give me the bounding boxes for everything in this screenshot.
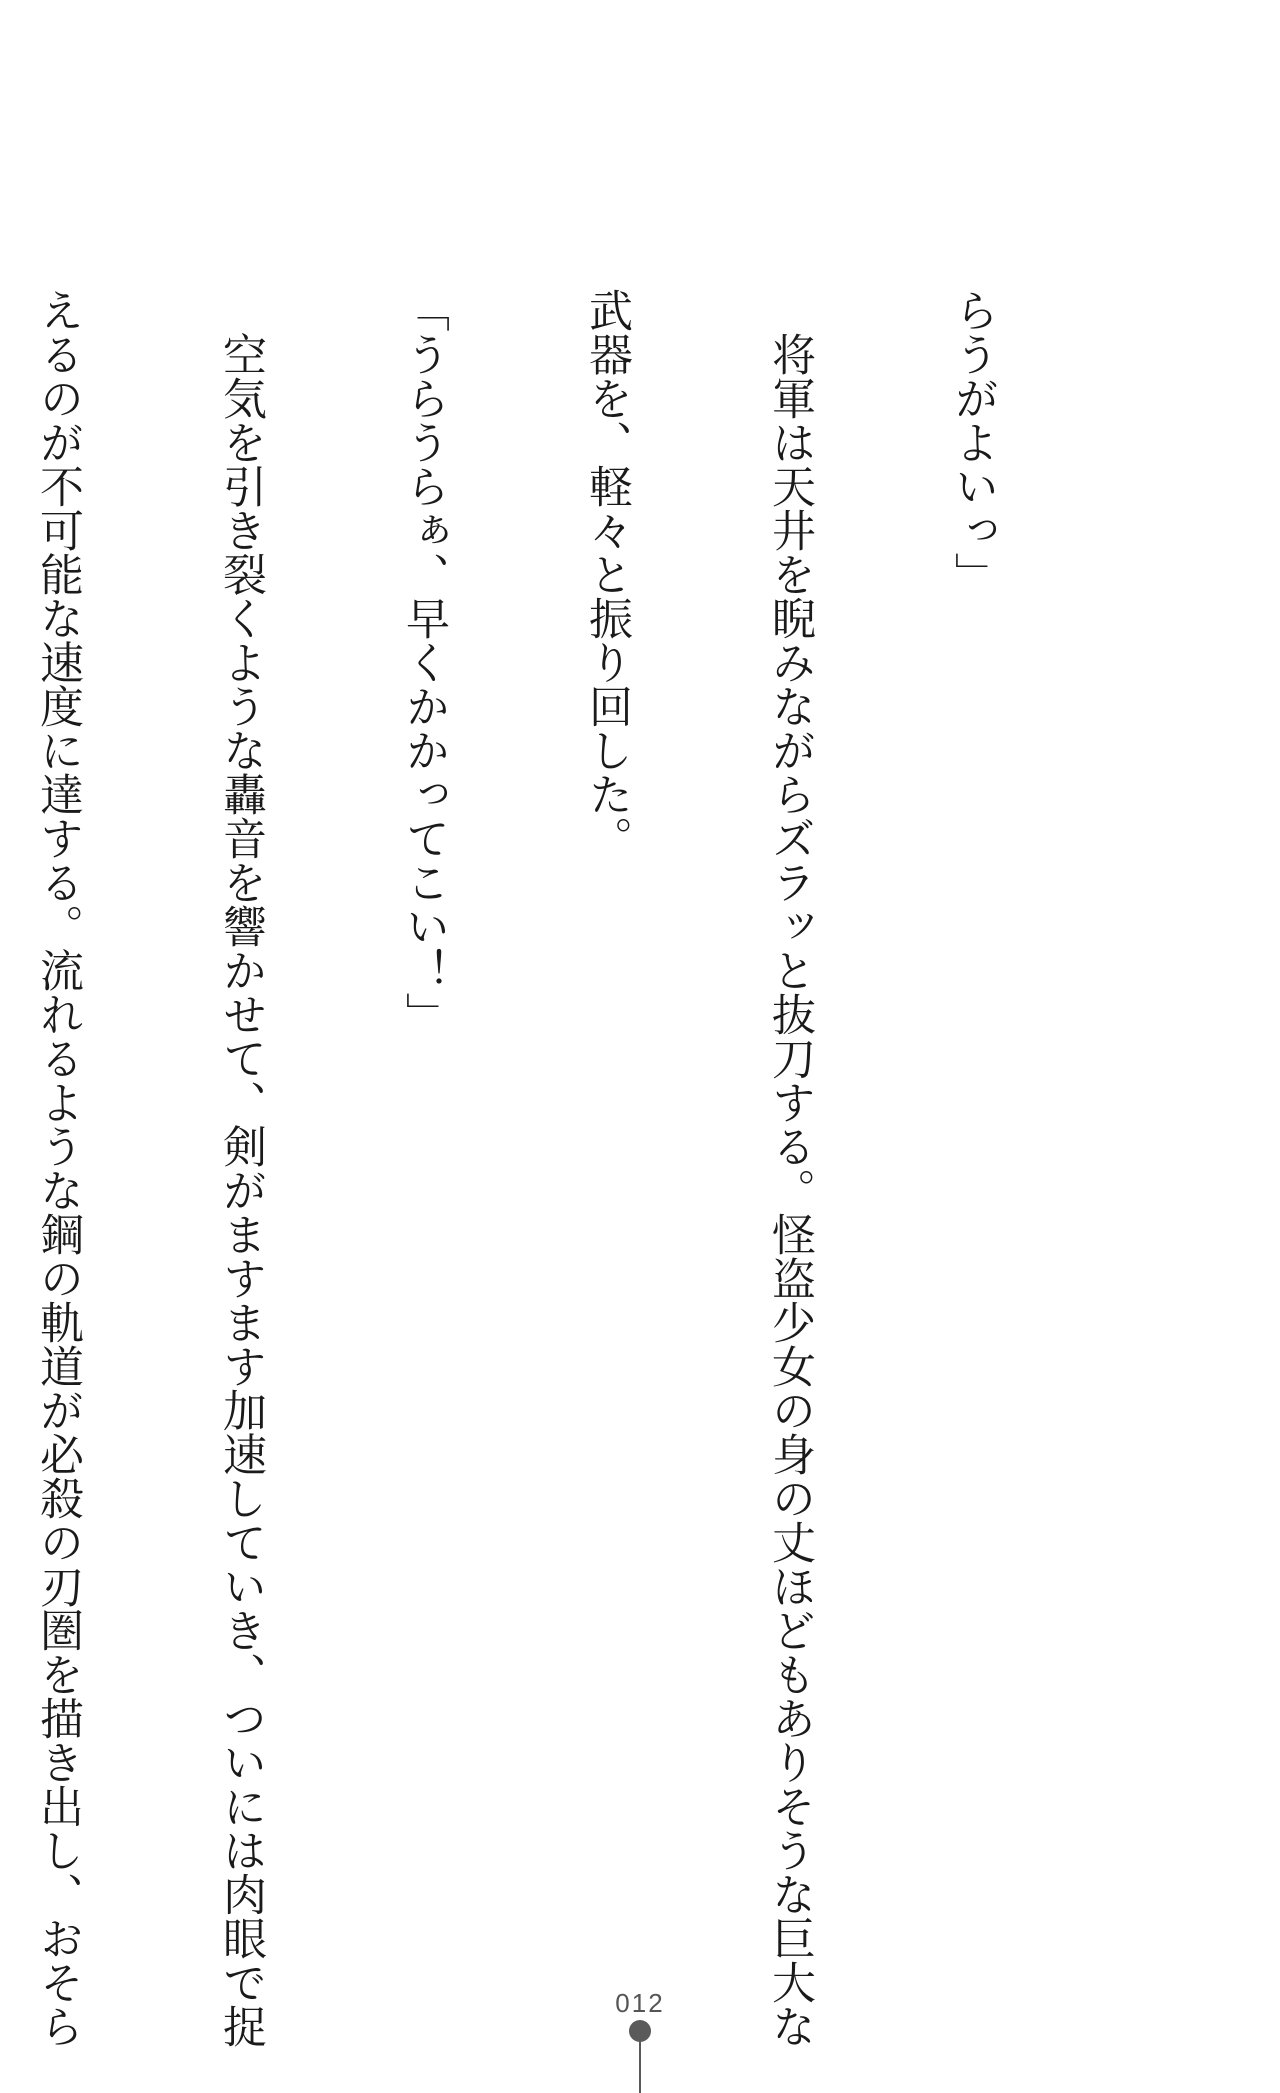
page-marker-dot-icon	[629, 2020, 651, 2042]
page-number: 012	[615, 1988, 665, 2018]
text-line: 空気を引き裂くような轟音を響かせて、剣がますます加速していき、ついには肉眼で捉	[215, 288, 266, 2048]
page-footer	[0, 1988, 1280, 2019]
text-line: らうがよいっ」	[947, 288, 998, 596]
text-line: 将軍は天井を睨みながらズラッと抜刀する。怪盗少女の身の丈ほどもありそうな巨大な	[764, 288, 815, 2048]
text-line: 武器を、軽々と振り回した。	[581, 288, 632, 860]
text-line: えるのが不可能な速度に達する。流れるような鋼の軌道が必殺の刃圏を描き出し、おそら	[32, 288, 83, 2048]
page-marker-line	[639, 2040, 641, 2093]
text-line: 「うらうらぁ、早くかかってこい！」	[398, 288, 449, 1036]
